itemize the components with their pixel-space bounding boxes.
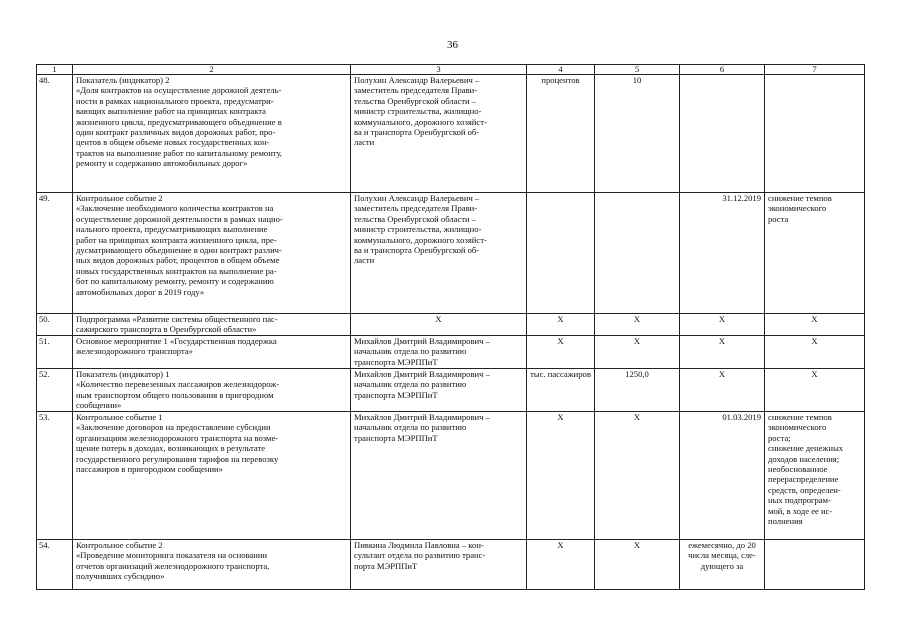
unit-text: X	[557, 336, 564, 346]
responsible-line: транспорта МЭРППиТ	[354, 356, 438, 367]
col-header-1: 1	[37, 65, 73, 75]
item-name	[73, 314, 351, 336]
responsible-line: тельства Оренбургской области –	[354, 213, 477, 224]
risks	[765, 193, 865, 314]
risks	[765, 336, 865, 369]
unit	[527, 412, 595, 540]
risks	[765, 412, 865, 540]
header-row	[37, 65, 865, 75]
item-name-line: Показатель (индикатор) 1	[76, 369, 170, 379]
risks-line: снижение темпов	[768, 412, 832, 422]
unit-text: процентов	[541, 75, 580, 85]
responsible-line: тельства Оренбургской области –	[354, 95, 477, 106]
responsible-line: X	[435, 314, 442, 324]
item-name-line: работ на принципах контракта жизненного цикла, пре-	[76, 234, 277, 245]
row-number-text: 51.	[39, 336, 50, 346]
row-number	[37, 336, 73, 369]
responsible-line: сультант отдела по развитию транс-	[354, 550, 486, 561]
item-name-line: Контрольное событие 1	[76, 412, 163, 422]
risks-line: X	[811, 369, 818, 379]
item-name-line: ности в рамках национального проекта, предусматри-	[76, 95, 274, 106]
item-name-line: нального проекта, предусматривающих выполнение	[76, 224, 268, 235]
risks-line: экономического	[768, 203, 827, 214]
table-row	[37, 336, 865, 369]
row-number-text: 52.	[39, 369, 50, 379]
responsible	[351, 193, 527, 314]
value-text: X	[633, 412, 641, 422]
item-name-line: получивших субсидию»	[76, 571, 165, 582]
item-name-line: жизненного цикла, предусматривающего объединение в	[76, 116, 282, 127]
row-number	[37, 369, 73, 412]
unit	[527, 193, 595, 314]
table-row	[37, 314, 865, 336]
responsible-line: коммунального, дорожного хозяйст-	[354, 234, 487, 245]
value-text: X	[633, 336, 641, 346]
deadline-text: X	[718, 336, 726, 346]
row-number	[37, 412, 73, 540]
value	[595, 193, 680, 314]
item-name-line: вающих выполнение работ на принципах контракта	[76, 106, 266, 117]
value	[595, 540, 680, 590]
item-name-line: государственного регулирования тарифов на перевозку	[76, 453, 279, 464]
responsible-line: Пивкина Людмила Павловна – кон-	[354, 540, 484, 550]
plan-table	[36, 64, 865, 590]
risks-line: X	[811, 314, 818, 324]
unit	[527, 369, 595, 412]
row-number-text: 48.	[39, 75, 50, 85]
item-name	[73, 75, 351, 193]
responsible-line: ва и транспорта Оренбургской об-	[354, 245, 480, 256]
deadline-text: X	[718, 314, 726, 324]
value	[595, 369, 680, 412]
responsible	[351, 540, 527, 590]
item-name	[73, 369, 351, 412]
risks-line: перераспределение	[768, 474, 839, 485]
deadline	[680, 193, 765, 314]
item-name-line: центов в общем объеме новых государственных кон-	[76, 137, 270, 148]
item-name	[73, 193, 351, 314]
risks-line: роста	[768, 213, 789, 224]
responsible-line: начальник отдела по развитию	[354, 346, 467, 357]
row-number-text: 54.	[39, 540, 50, 550]
row-number-text: 49.	[39, 193, 50, 203]
responsible	[351, 75, 527, 193]
item-name-line: щение потерь в доходах, возникающих в результате	[76, 443, 266, 454]
responsible-line: Полухин Александр Валерьевич –	[354, 193, 480, 203]
deadline-text: 31.12.2019	[722, 193, 761, 203]
responsible	[351, 412, 527, 540]
item-name-line: пассажиров в пригородном сообщении»	[76, 464, 223, 475]
deadline	[680, 412, 765, 540]
item-name-line: ным транспортом общего пользования в пригородном	[76, 389, 274, 400]
row-number	[37, 193, 73, 314]
deadline	[680, 336, 765, 369]
item-name-line: «Количество перевезенных пассажиров железнодорож-	[76, 379, 280, 390]
responsible-line: заместитель председателя Прави-	[354, 203, 478, 214]
item-name-line: один контракт различных видов дорожных работ, про-	[76, 127, 276, 138]
table-row	[37, 193, 865, 314]
deadline	[680, 369, 765, 412]
row-number	[37, 75, 73, 193]
responsible-line: начальник отдела по развитию	[354, 422, 467, 433]
row-number	[37, 314, 73, 336]
value	[595, 412, 680, 540]
item-name-line: новых государственных контрактов на выполнение ра-	[76, 265, 277, 276]
responsible-line: коммунального, дорожного хозяйст-	[354, 116, 487, 127]
item-name-line: Основное мероприятие 1 «Государственная поддержка	[76, 336, 277, 346]
risks-line: экономического	[768, 422, 827, 433]
risks-line: доходов населения;	[768, 453, 840, 464]
item-name-line: трактов на выполнение работ по капитальному ремонту,	[76, 147, 283, 158]
responsible-line: Михайлов Дмитрий Владимирович –	[354, 336, 490, 346]
col-header-3: 3	[351, 65, 527, 75]
item-name-line: железнодорожного транспорта»	[76, 346, 193, 357]
col-header-6: 6	[680, 65, 765, 75]
deadline	[680, 314, 765, 336]
value-text: 10	[632, 75, 642, 85]
value	[595, 75, 680, 193]
table-row	[37, 412, 865, 540]
deadline	[680, 540, 765, 590]
responsible-line: начальник отдела по развитию	[354, 379, 467, 390]
risks	[765, 369, 865, 412]
table-row	[37, 369, 865, 412]
responsible-line: Михайлов Дмитрий Владимирович –	[354, 412, 490, 422]
row-number-text: 50.	[39, 314, 50, 324]
item-name-line: ремонту и содержанию автомобильных дорог»	[76, 158, 248, 169]
item-name-line: организациям железнодорожного транспорта на возме-	[76, 432, 279, 443]
risks-line: необоснованное	[768, 464, 828, 475]
responsible	[351, 336, 527, 369]
responsible-line: Полухин Александр Валерьевич –	[354, 75, 480, 85]
risks-line: средств, определен-	[768, 484, 841, 495]
item-name-line: осуществление дорожной деятельности в рамках нацио-	[76, 213, 283, 224]
deadline-text: ежемесячно, до 20 числа месяца, сле- дующего за	[688, 540, 756, 571]
deadline-text: 01.03.2019	[722, 412, 761, 422]
risks-line: снижение денежных	[768, 443, 844, 454]
item-name-line: Контрольное событие 2	[76, 540, 163, 550]
unit-text: X	[557, 412, 564, 422]
unit	[527, 540, 595, 590]
unit-text: X	[557, 540, 564, 550]
unit-text: тыс. пассажиров	[530, 369, 591, 379]
risks-line: X	[811, 336, 818, 346]
item-name-line: отчетов организаций железнодорожного транспорта,	[76, 560, 270, 571]
item-name-line: Контрольное событие 2	[76, 193, 163, 203]
col-header-5: 5	[595, 65, 680, 75]
item-name	[73, 412, 351, 540]
col-header-7: 7	[765, 65, 865, 75]
responsible-line: ласти	[354, 255, 375, 266]
page-number: 36	[447, 39, 458, 51]
risks-line: мой, в ходе ее ис-	[768, 505, 833, 516]
row-number	[37, 540, 73, 590]
risks	[765, 75, 865, 193]
responsible-line: ва и транспорта Оренбургской об-	[354, 127, 480, 138]
deadline-text: X	[718, 369, 726, 379]
responsible-line: Михайлов Дмитрий Владимирович –	[354, 369, 490, 379]
responsible-line: транспорта МЭРППиТ	[354, 432, 438, 443]
unit	[527, 75, 595, 193]
item-name-line: «Доля контрактов на осуществление дорожной деятель-	[76, 85, 282, 96]
item-name-line: бот по капитальному ремонту, ремонту и содержанию	[76, 276, 274, 287]
item-name-line: «Заключение договоров на предоставление субсидии	[76, 422, 271, 433]
responsible	[351, 369, 527, 412]
responsible-line: ласти	[354, 137, 375, 148]
responsible-line: заместитель председателя Прави-	[354, 85, 478, 96]
value-text: 1250,0	[625, 369, 649, 379]
item-name	[73, 540, 351, 590]
col-header-4: 4	[527, 65, 595, 75]
responsible-line: порта МЭРППиТ	[354, 560, 418, 571]
col-header-2: 2	[73, 65, 351, 75]
item-name-line: сажирского транспорта в Оренбургской области»	[76, 324, 257, 335]
item-name-line: сообщении»	[76, 400, 122, 411]
risks	[765, 314, 865, 336]
value	[595, 336, 680, 369]
responsible-line: министр строительства, жилищно-	[354, 224, 482, 235]
risks-line: роста;	[768, 432, 791, 443]
risks-line: полнения	[768, 516, 803, 527]
table-row	[37, 540, 865, 590]
risks-line: ных подпрограм-	[768, 495, 831, 506]
item-name-line: «Заключение необходимого количества контрактов на	[76, 203, 274, 214]
responsible-line: министр строительства, жилищно-	[354, 106, 482, 117]
item-name-line: автомобильных дорог в 2019 году»	[76, 286, 205, 297]
responsible-line: транспорта МЭРППиТ	[354, 389, 438, 400]
item-name-line: «Проведение мониторинга показателя на основании	[76, 550, 268, 561]
deadline	[680, 75, 765, 193]
item-name-line: Показатель (индикатор) 2	[76, 75, 170, 85]
risks	[765, 540, 865, 590]
unit-text: X	[557, 314, 564, 324]
risks-line: снижение темпов	[768, 193, 832, 203]
item-name-line: Подпрограмма «Развитие системы общественного пас-	[76, 314, 278, 324]
table-row	[37, 75, 865, 193]
responsible	[351, 314, 527, 336]
unit	[527, 336, 595, 369]
value-text: X	[633, 314, 641, 324]
value-text: X	[633, 540, 641, 550]
item-name	[73, 336, 351, 369]
row-number-text: 53.	[39, 412, 50, 422]
item-name-line: дусматривающего объединение в один контракт различ-	[76, 245, 282, 256]
unit	[527, 314, 595, 336]
table-body	[37, 75, 865, 590]
item-name-line: ных видов дорожных работ, процентов в общем объеме	[76, 255, 280, 266]
value	[595, 314, 680, 336]
